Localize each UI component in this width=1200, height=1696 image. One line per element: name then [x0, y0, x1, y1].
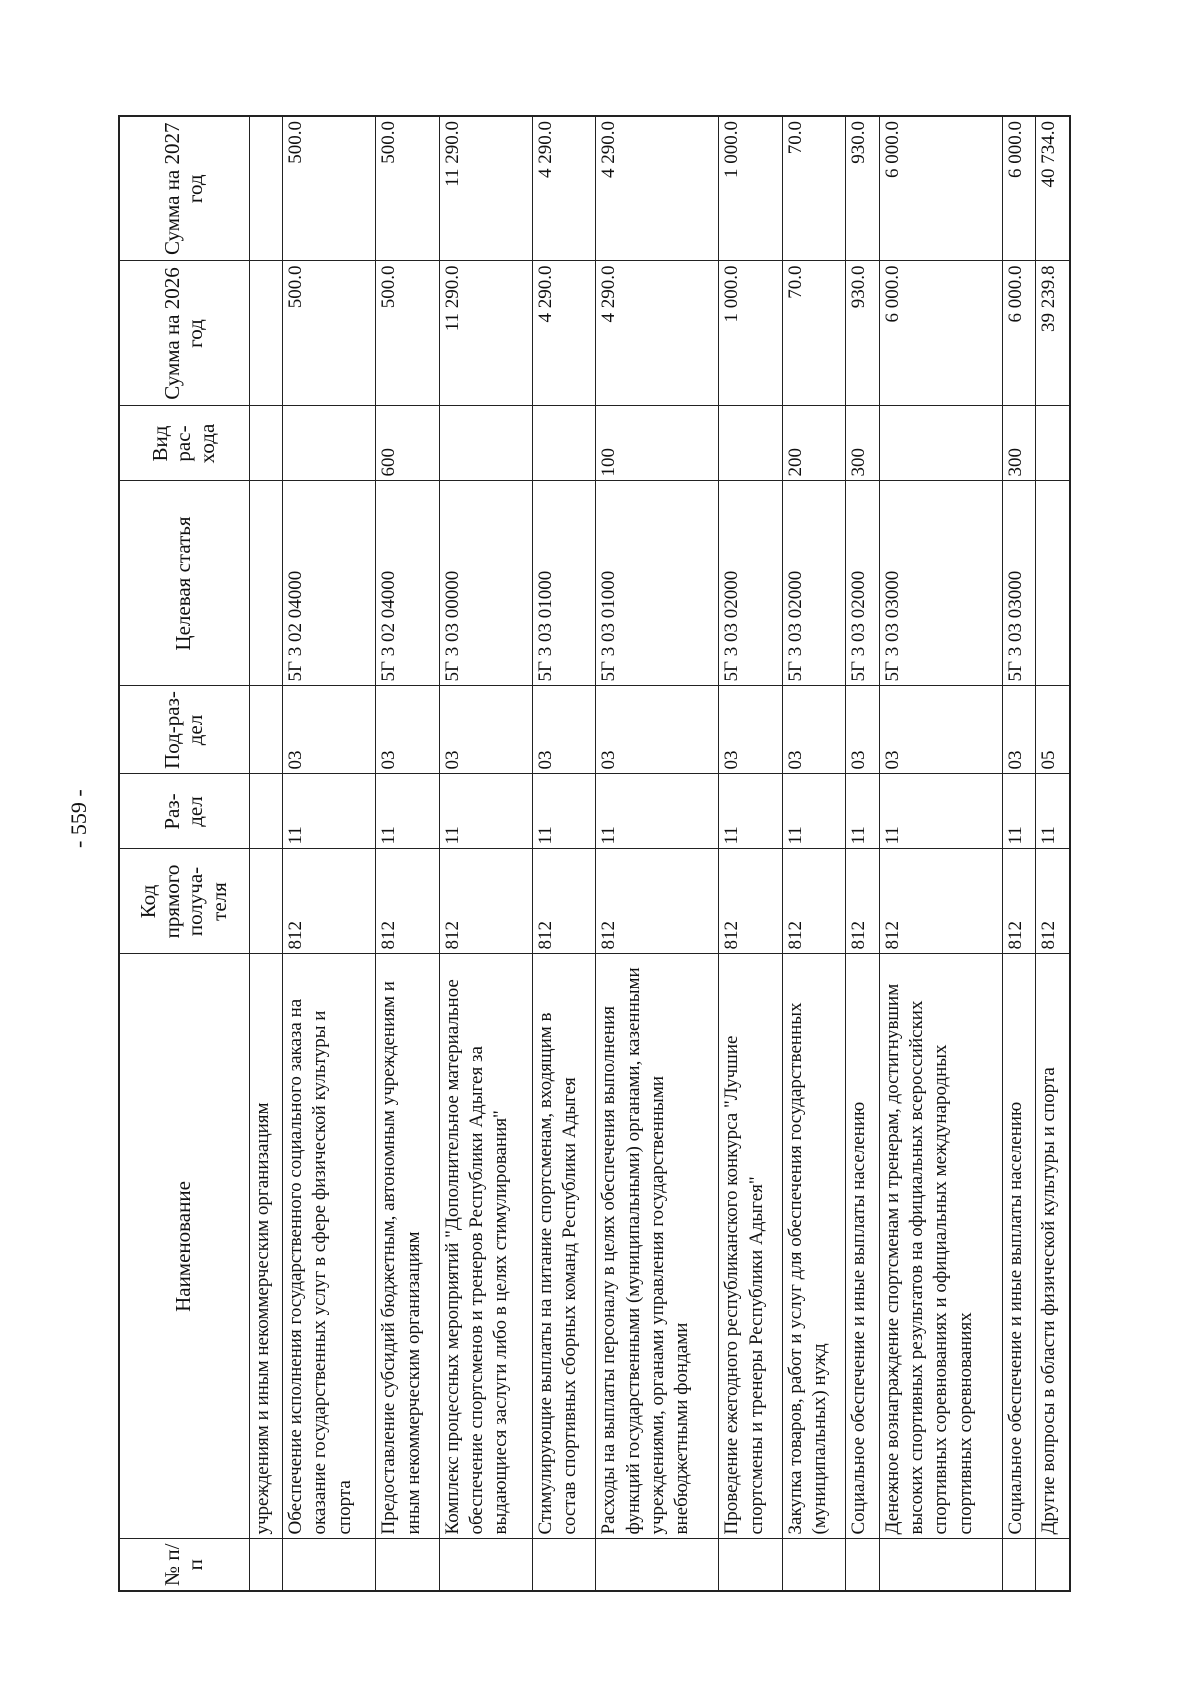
target-item-cell: 5Г 3 03 03000	[1002, 481, 1036, 686]
row-name-cell: Проведение ежегодного республиканского конкурса "Лучшие спортсмены и тренеры Республики Адыгея"	[719, 954, 782, 1539]
table-row	[283, 116, 376, 1591]
sum-2027-cell: 40 734.0	[1036, 116, 1070, 261]
subsection-cell: 03	[439, 686, 532, 774]
recipient-code-cell: 812	[439, 849, 532, 954]
target-item-cell: 5Г 3 02 04000	[283, 481, 376, 686]
target-item-cell: 5Г 3 02 04000	[376, 481, 439, 686]
row-num-cell	[376, 1539, 439, 1591]
sum-2026-cell: 4 290.0	[596, 261, 719, 406]
header-target-item: Целевая статья	[119, 481, 249, 686]
sum-2026-cell: 930.0	[846, 261, 880, 406]
target-item-cell: 5Г 3 03 03000	[879, 481, 1002, 686]
subsection-cell: 03	[596, 686, 719, 774]
subsection-cell: 03	[376, 686, 439, 774]
page-number: - 559 -	[66, 789, 91, 848]
row-num-cell	[1036, 1539, 1070, 1591]
row-num-cell	[719, 1539, 782, 1591]
expense-type-cell: 200	[782, 406, 845, 481]
row-num-cell	[879, 1539, 1002, 1591]
section-cell: 11	[879, 774, 1002, 849]
recipient-code-cell: 812	[1002, 849, 1036, 954]
expense-type-cell	[439, 406, 532, 481]
recipient-code-cell: 812	[782, 849, 845, 954]
expense-type-cell: 100	[596, 406, 719, 481]
target-item-cell: 5Г 3 03 02000	[782, 481, 845, 686]
sum-2026-cell: 1 000.0	[719, 261, 782, 406]
row-name-cell: Другие вопросы в области физической культуры и спорта	[1036, 954, 1070, 1539]
sum-2026-cell: 70.0	[782, 261, 845, 406]
row-name-cell: Комплекс процессных мероприятий "Дополнительное материальное обеспечение спортсменов и тренеров Республики Адыгея за выдающиеся заслуги либо в целях стимулирования"	[439, 954, 532, 1539]
sum-2026-cell: 39 239.8	[1036, 261, 1070, 406]
subsection-cell: 03	[782, 686, 845, 774]
recipient-code-cell: 812	[283, 849, 376, 954]
table-row	[596, 116, 719, 1591]
table-row	[782, 116, 845, 1591]
expense-type-cell	[249, 406, 283, 481]
row-num-cell	[1002, 1539, 1036, 1591]
sum-2027-cell: 500.0	[376, 116, 439, 261]
table-row	[249, 116, 283, 1591]
table-row	[879, 116, 1002, 1591]
table-body	[249, 116, 1070, 1591]
row-num-cell	[782, 1539, 845, 1591]
recipient-code-cell: 812	[596, 849, 719, 954]
table-row	[439, 116, 532, 1591]
section-cell: 11	[719, 774, 782, 849]
row-name-cell: Расходы на выплаты персоналу в целях обеспечения выполнения функций государственными (муниципальными) органами, казенными учреждениями, органами управления государственными внебюджетными фондами	[596, 954, 719, 1539]
row-name-cell: учреждениям и иным некоммерческим организациям	[249, 954, 283, 1539]
row-name-cell: Социальное обеспечение и иные выплаты населению	[1002, 954, 1036, 1539]
subsection-cell: 05	[1036, 686, 1070, 774]
header-section: Раз-дел	[119, 774, 249, 849]
expense-type-cell	[879, 406, 1002, 481]
expense-type-cell: 300	[846, 406, 880, 481]
expense-type-cell	[719, 406, 782, 481]
target-item-cell: 5Г 3 03 02000	[846, 481, 880, 686]
target-item-cell: 5Г 3 03 02000	[719, 481, 782, 686]
expense-type-cell: 300	[1002, 406, 1036, 481]
header-name: Наименование	[119, 954, 249, 1539]
section-cell: 11	[283, 774, 376, 849]
row-num-cell	[283, 1539, 376, 1591]
subsection-cell: 03	[846, 686, 880, 774]
sum-2027-cell: 6 000.0	[879, 116, 1002, 261]
section-cell: 11	[846, 774, 880, 849]
sum-2026-cell	[249, 261, 283, 406]
row-name-cell: Денежное вознаграждение спортсменам и тренерам, достигнувшим высоких спортивных результатов на официальных всероссийских спортивных соревнованиях и официальных международных спортивных соревнованиях	[879, 954, 1002, 1539]
sum-2027-cell	[249, 116, 283, 261]
table-row	[846, 116, 880, 1591]
row-name-cell: Социальное обеспечение и иные выплаты населению	[846, 954, 880, 1539]
subsection-cell: 03	[879, 686, 1002, 774]
row-name-cell: Предоставление субсидий бюджетным, автономным учреждениям и иным некоммерческим организациям	[376, 954, 439, 1539]
sum-2027-cell: 500.0	[283, 116, 376, 261]
expense-type-cell: 600	[376, 406, 439, 481]
target-item-cell: 5Г 3 03 01000	[532, 481, 595, 686]
section-cell	[249, 774, 283, 849]
target-item-cell	[1036, 481, 1070, 686]
sum-2026-cell: 11 290.0	[439, 261, 532, 406]
row-name-cell: Стимулирующие выплаты на питание спортсменам, входящим в состав спортивных сборных команд Республики Адыгея	[532, 954, 595, 1539]
subsection-cell: 03	[283, 686, 376, 774]
header-sum-2026: Сумма на 2026 год	[119, 261, 249, 406]
table-row	[532, 116, 595, 1591]
row-name-cell: Закупка товаров, работ и услуг для обеспечения государственных (муниципальных) нужд	[782, 954, 845, 1539]
section-cell: 11	[532, 774, 595, 849]
row-num-cell	[846, 1539, 880, 1591]
sum-2027-cell: 70.0	[782, 116, 845, 261]
sum-2027-cell: 1 000.0	[719, 116, 782, 261]
target-item-cell: 5Г 3 03 01000	[596, 481, 719, 686]
budget-table-container	[118, 117, 1071, 1592]
row-num-cell	[532, 1539, 595, 1591]
table-row	[719, 116, 782, 1591]
row-num-cell	[439, 1539, 532, 1591]
sum-2027-cell: 4 290.0	[532, 116, 595, 261]
recipient-code-cell: 812	[719, 849, 782, 954]
sum-2027-cell: 4 290.0	[596, 116, 719, 261]
row-name-cell: Обеспечение исполнения государственного социального заказа на оказание государственных услуг в сфере физической культуры и спорта	[283, 954, 376, 1539]
row-num-cell	[249, 1539, 283, 1591]
section-cell: 11	[782, 774, 845, 849]
header-num: № п/п	[119, 1539, 249, 1591]
table-row	[376, 116, 439, 1591]
table-header-row	[119, 116, 249, 1591]
recipient-code-cell: 812	[532, 849, 595, 954]
sum-2027-cell: 930.0	[846, 116, 880, 261]
expense-type-cell	[283, 406, 376, 481]
subsection-cell: 03	[719, 686, 782, 774]
header-subsection: Под-раз-дел	[119, 686, 249, 774]
subsection-cell: 03	[1002, 686, 1036, 774]
recipient-code-cell: 812	[1036, 849, 1070, 954]
recipient-code-cell: 812	[879, 849, 1002, 954]
header-expense-type: Вид рас-хода	[119, 406, 249, 481]
recipient-code-cell	[249, 849, 283, 954]
expense-type-cell	[532, 406, 595, 481]
sum-2026-cell: 6 000.0	[1002, 261, 1036, 406]
sum-2027-cell: 6 000.0	[1002, 116, 1036, 261]
section-cell: 11	[1002, 774, 1036, 849]
subsection-cell	[249, 686, 283, 774]
table-row	[1002, 116, 1036, 1591]
target-item-cell	[249, 481, 283, 686]
section-cell: 11	[376, 774, 439, 849]
sum-2026-cell: 500.0	[376, 261, 439, 406]
table-row	[1036, 116, 1070, 1591]
sum-2026-cell: 6 000.0	[879, 261, 1002, 406]
section-cell: 11	[596, 774, 719, 849]
target-item-cell: 5Г 3 03 00000	[439, 481, 532, 686]
sum-2027-cell: 11 290.0	[439, 116, 532, 261]
expense-type-cell	[1036, 406, 1070, 481]
recipient-code-cell: 812	[376, 849, 439, 954]
budget-table	[118, 115, 1071, 1592]
sum-2026-cell: 4 290.0	[532, 261, 595, 406]
row-num-cell	[596, 1539, 719, 1591]
header-recipient-code: Код прямого получа-теля	[119, 849, 249, 954]
section-cell: 11	[1036, 774, 1070, 849]
recipient-code-cell: 812	[846, 849, 880, 954]
section-cell: 11	[439, 774, 532, 849]
sum-2026-cell: 500.0	[283, 261, 376, 406]
header-sum-2027: Сумма на 2027 год	[119, 116, 249, 261]
subsection-cell: 03	[532, 686, 595, 774]
